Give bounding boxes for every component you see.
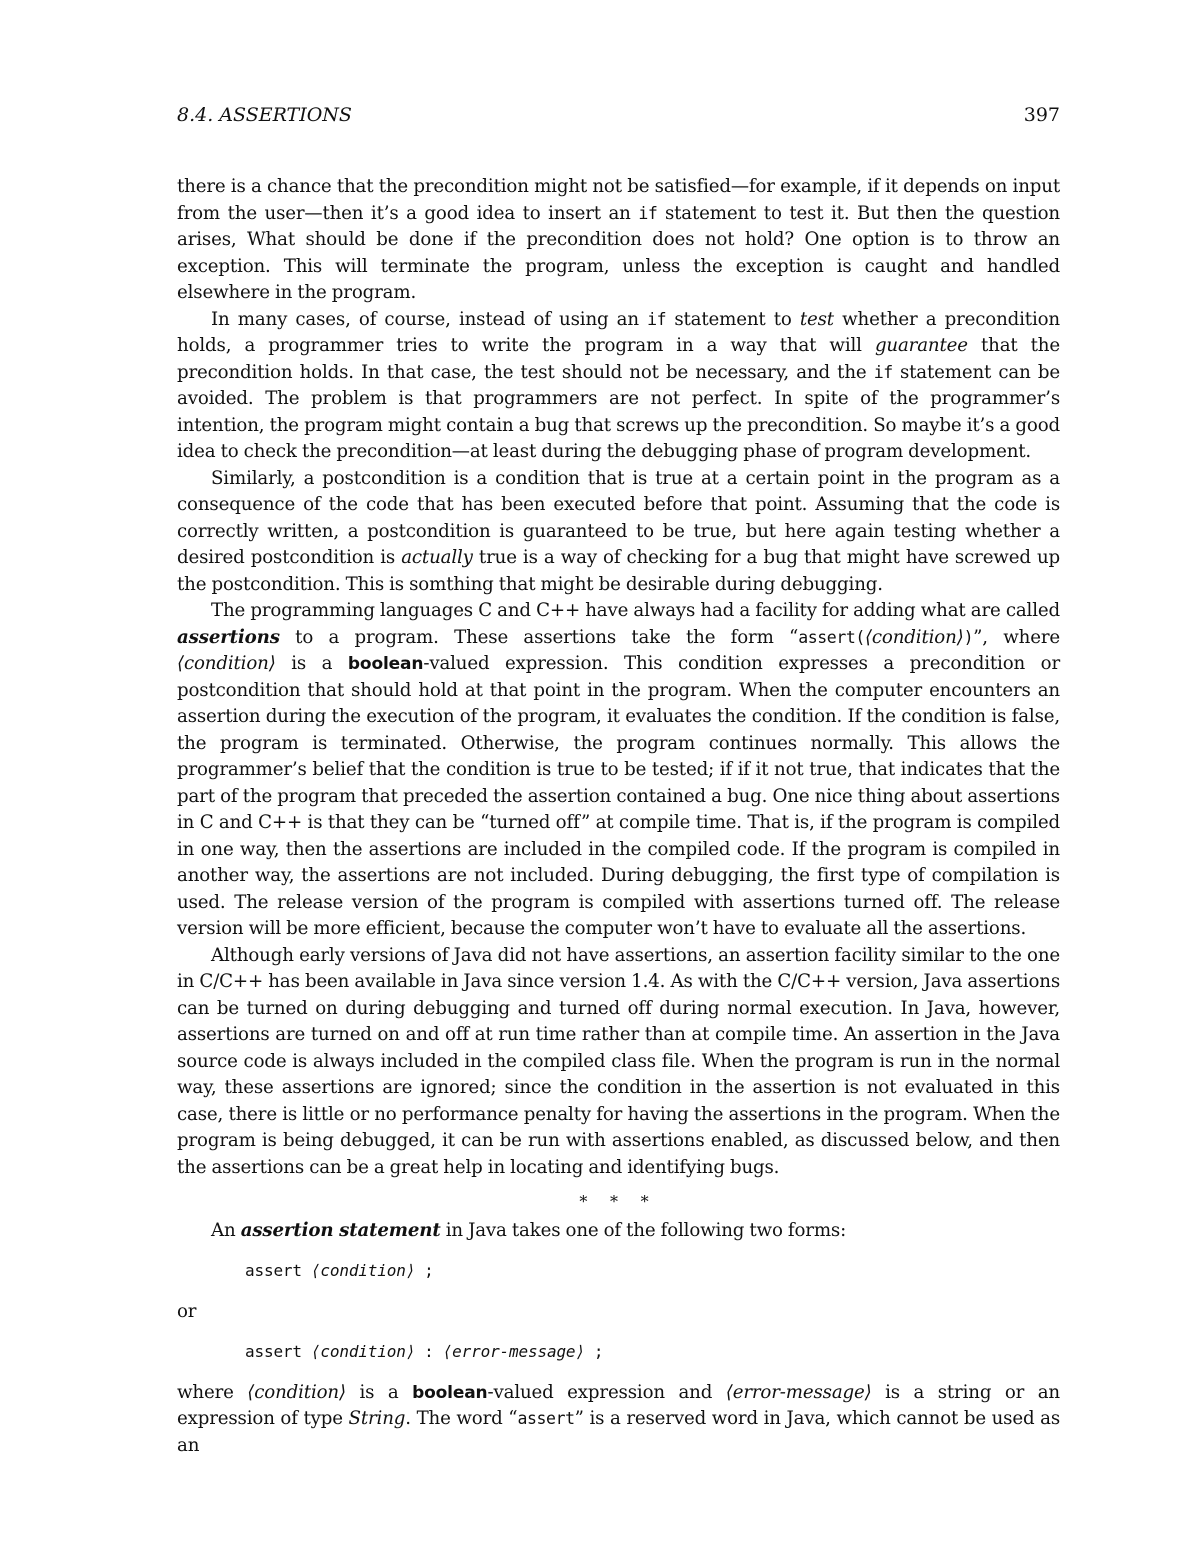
text-run: is a xyxy=(275,653,348,674)
defined-term: assertions xyxy=(177,626,280,648)
text-run: ” is a reserved word in Java, which cannot be used as an xyxy=(177,1408,1061,1456)
text-run: ”, where xyxy=(973,626,1060,648)
text-run: that the precondition holds. In that case, the test should not be necessary, and the xyxy=(177,335,1060,383)
code-keyword: assert xyxy=(245,1261,311,1280)
code-keyword: assert xyxy=(517,1409,575,1428)
emphasis: actually xyxy=(401,547,473,568)
code-keyword: assert xyxy=(245,1342,311,1361)
text-run: where xyxy=(177,1381,248,1403)
paragraph xyxy=(177,598,1060,943)
paragraph: Although early versions of Java did not have assertions, an assertion facility similar to the one in C/C++ has been available in Java since version 1.4. As with the C/C++ version, Java assertions can be turned on during debugging and turned off during normal execution. In Java, however, assertions are turned on and off at run time rather than at compile time. An assertion in the Java source code is always included in the compiled class file. When the program is run in the normal way, these assertions are ignored; since the condition in the assertion is not evaluated in this case, there is little or no performance penalty for having the assertions in the program. When the program is being debugged, it can be run with assertions enabled, as discussed below, and then the assertions can be a great help in locating and identifying bugs. xyxy=(177,944,1060,1178)
text-run: . The word “ xyxy=(405,1408,518,1429)
connector-word: or xyxy=(177,1300,197,1322)
text-run: The programming languages C and C++ have always had a facility for adding what are called xyxy=(211,600,1060,621)
paragraph xyxy=(177,466,1060,599)
text-run: In many cases, of course, instead of using an xyxy=(211,308,648,330)
section-separator: * * * xyxy=(579,1192,658,1211)
text-run: An xyxy=(211,1219,241,1241)
placeholder-condition: ⟨condition⟩ xyxy=(310,1342,416,1361)
placeholder-condition: ⟨condition⟩ xyxy=(310,1261,416,1280)
emphasis: test xyxy=(799,308,834,330)
running-header xyxy=(177,104,1060,130)
code-fragment: : xyxy=(415,1342,443,1361)
paragraph xyxy=(177,307,1060,466)
text-run: -valued expression and xyxy=(487,1381,726,1403)
placeholder-condition: ⟨condition⟩ xyxy=(864,626,964,648)
code-fragment: ) xyxy=(963,627,974,647)
code-fragment: ; xyxy=(415,1261,434,1280)
code-fragment: ; xyxy=(584,1342,604,1361)
text-run: true is a way of checking for a bug that might have screwed up the postcondition. This is somthing that might be desirable during debugging. xyxy=(177,547,1060,595)
text-run: is a string or an expression of type xyxy=(177,1381,1060,1429)
code-keyword: if xyxy=(873,362,893,382)
text-run: to a program. These assertions take the form “ xyxy=(279,626,799,648)
paragraph xyxy=(177,1380,1060,1460)
text-run: in Java takes one of the following two forms: xyxy=(440,1219,847,1241)
text-run: Similarly, a postcondition is a condition that is true at a certain point in the program as a consequence of the code that has been executed before that point. Assuming that the code is correctly written, a postcondition is guaranteed to be true, but here again testing whether a desired postcondition is xyxy=(177,467,1060,568)
code-keyword: if xyxy=(647,309,667,329)
text-run: statement to test it. But then the question arises, What should be done if the precondition does not hold? One option is to throw an exception. This will terminate the program, unless the exception is caught and handled elsewhere in the program. xyxy=(177,202,1060,303)
code-sample-2 xyxy=(245,1339,1060,1366)
placeholder-condition: ⟨condition⟩ xyxy=(247,1381,346,1403)
paragraph xyxy=(177,174,1060,307)
section-title: 8.4. ASSERTIONS xyxy=(177,104,352,126)
page-number: 397 xyxy=(1023,104,1060,126)
type-keyword: boolean xyxy=(347,654,424,674)
placeholder-condition: ⟨condition⟩ xyxy=(177,653,276,674)
code-keyword: if xyxy=(638,203,658,223)
text-run: statement to xyxy=(666,308,800,330)
text-run: there is a chance that the precondition might not be satisfied—for example, if it depends on input from the user—then it’s a good idea to insert an xyxy=(177,176,1060,224)
text-run: -valued expression. This condition expresses a precondition or postcondition that should hold at that point in the program. When the computer encounters an assertion during the execution of the program, it evaluates the condition. If the condition is false, the program is terminated. Otherwise, the program continues normally. This allows the programmer’s belief that the condition is true to be tested; if if it not true, that indicates that the part of the program that preceded the assertion contained a bug. One nice thing about assertions in C and C++ is that they can be “turned off” at compile time. That is, if the program is compiled in one way, then the assertions are included in the compiled code. If the program is compiled in another way, the assertions are not included. During debugging, the first type of compilation is used. The release version of the program is compiled with assertions turned off. The release version will be more efficient, because the computer won’t have to evaluate all the assertions. xyxy=(177,653,1060,939)
type-name: String xyxy=(348,1408,406,1429)
emphasis: guarantee xyxy=(874,335,968,356)
placeholder-error-message: ⟨error-message⟩ xyxy=(725,1381,872,1403)
text-run: is a xyxy=(345,1381,413,1403)
body-text xyxy=(177,174,1060,1459)
text-run: whether a precondition holds, a programmer tries to write the program in a way that will xyxy=(177,308,1060,356)
code-sample-1 xyxy=(245,1258,1060,1285)
defined-term: assertion statement xyxy=(240,1219,441,1241)
code-fragment: assert( xyxy=(798,627,865,647)
type-keyword: boolean xyxy=(412,1382,488,1403)
text-run: statement can be avoided. The problem is that programmers are not perfect. In spite of the programmer’s intention, the program might contain a bug that screws up the precondition. So maybe it’s a good idea to check the precondition—at least during the debugging phase of program development. xyxy=(177,361,1060,462)
paragraph xyxy=(177,1218,1060,1245)
placeholder-error-message: ⟨error-message⟩ xyxy=(442,1342,585,1361)
